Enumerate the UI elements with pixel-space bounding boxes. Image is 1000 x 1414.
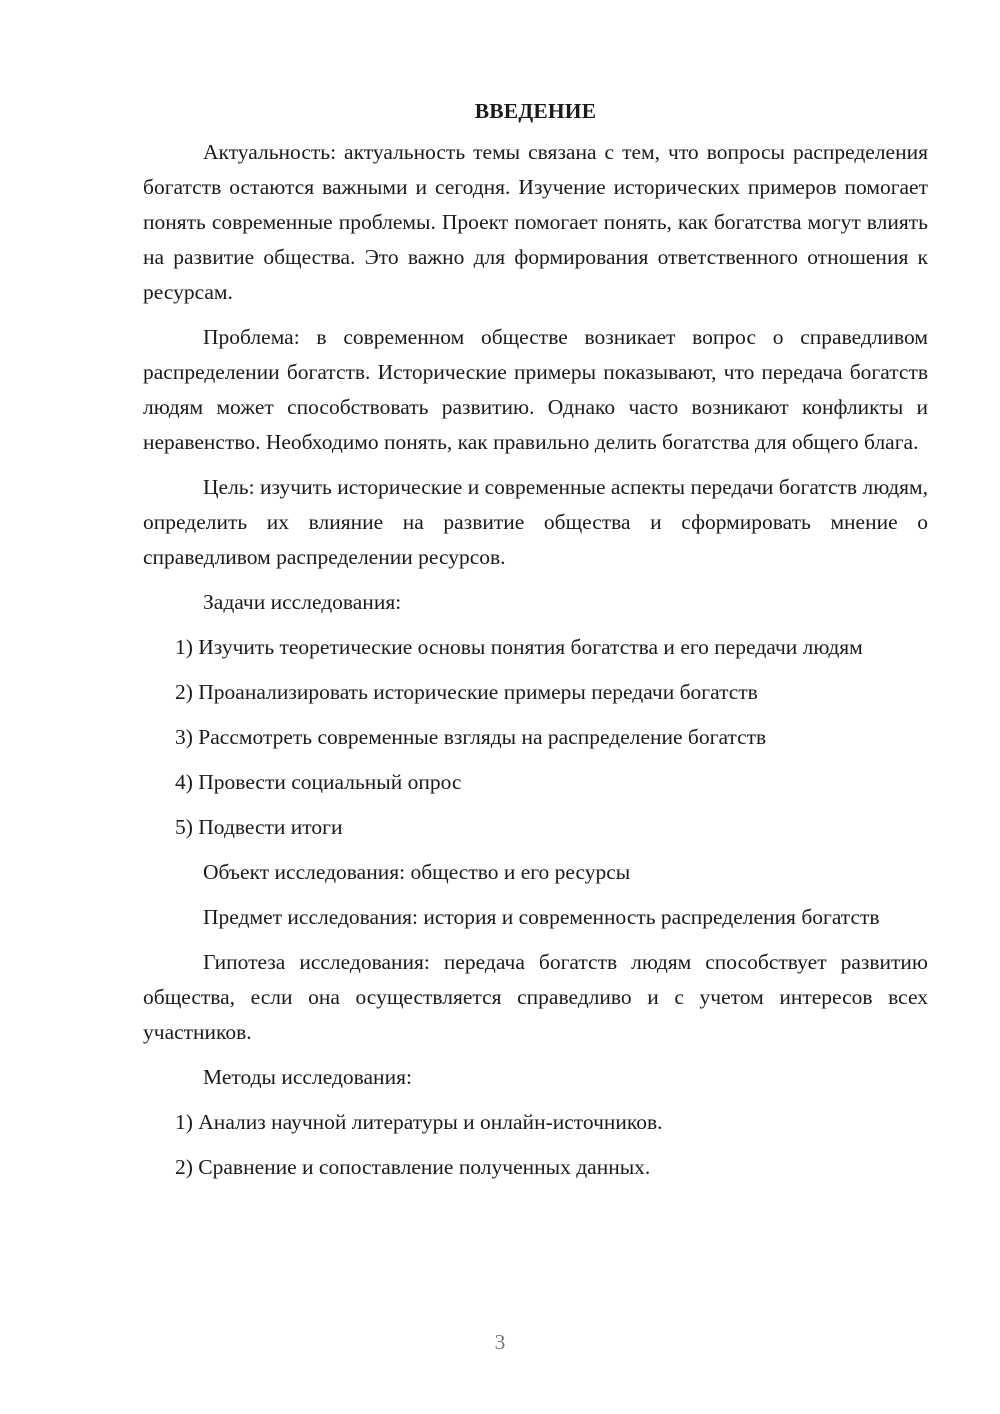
task-item-3: 3) Рассмотреть современные взгляды на распределение богатств bbox=[175, 725, 767, 749]
task-item-5: 5) Подвести итоги bbox=[175, 815, 343, 839]
task-item-1: 1) Изучить теоретические основы понятия богатства и его передачи людям bbox=[175, 635, 863, 659]
paragraph-object: Объект исследования: общество и его ресурсы bbox=[203, 860, 631, 884]
paragraph-methods-heading: Методы исследования: bbox=[203, 1065, 412, 1089]
task-item-2: 2) Проанализировать исторические примеры передачи богатств bbox=[175, 680, 758, 704]
page-content bbox=[143, 96, 928, 1195]
method-item-2: 2) Сравнение и сопоставление полученных данных. bbox=[175, 1155, 651, 1179]
paragraph-relevance: Актуальность: актуальность темы связана с тем, что вопросы распределения богатств остаются важными и сегодня. Изучение исторических примеров помогает понять современные проблемы. Проект помогает понять, как богатства могут влиять на развитие общества. Это важно для формирования ответственного отношения к ресурсам. bbox=[143, 140, 928, 304]
page-number: 3 bbox=[494, 1330, 506, 1354]
paragraph-tasks-heading: Задачи исследования: bbox=[203, 590, 402, 614]
section-title: ВВЕДЕНИЕ bbox=[474, 99, 597, 123]
paragraph-goal: Цель: изучить исторические и современные аспекты передачи богатств людям, определить их влияние на развитие общества и сформировать мнение о справедливом распределении ресурсов. bbox=[143, 475, 928, 569]
paragraph-problem: Проблема: в современном обществе возникает вопрос о справедливом распределении богатств. Исторические примеры показывают, что передача богатств людям может способствовать развитию. Однако часто возникают конфликты и неравенство. Необходимо понять, как правильно делить богатства для общего блага. bbox=[143, 325, 928, 454]
task-item-4: 4) Провести социальный опрос bbox=[175, 770, 462, 794]
paragraph-hypothesis: Гипотеза исследования: передача богатств людям способствует развитию общества, если она осуществляется справедливо и с учетом интересов всех участников. bbox=[143, 950, 928, 1044]
paragraph-subject: Предмет исследования: история и современность распределения богатств bbox=[203, 905, 880, 929]
method-item-1: 1) Анализ научной литературы и онлайн-источников. bbox=[175, 1110, 663, 1134]
